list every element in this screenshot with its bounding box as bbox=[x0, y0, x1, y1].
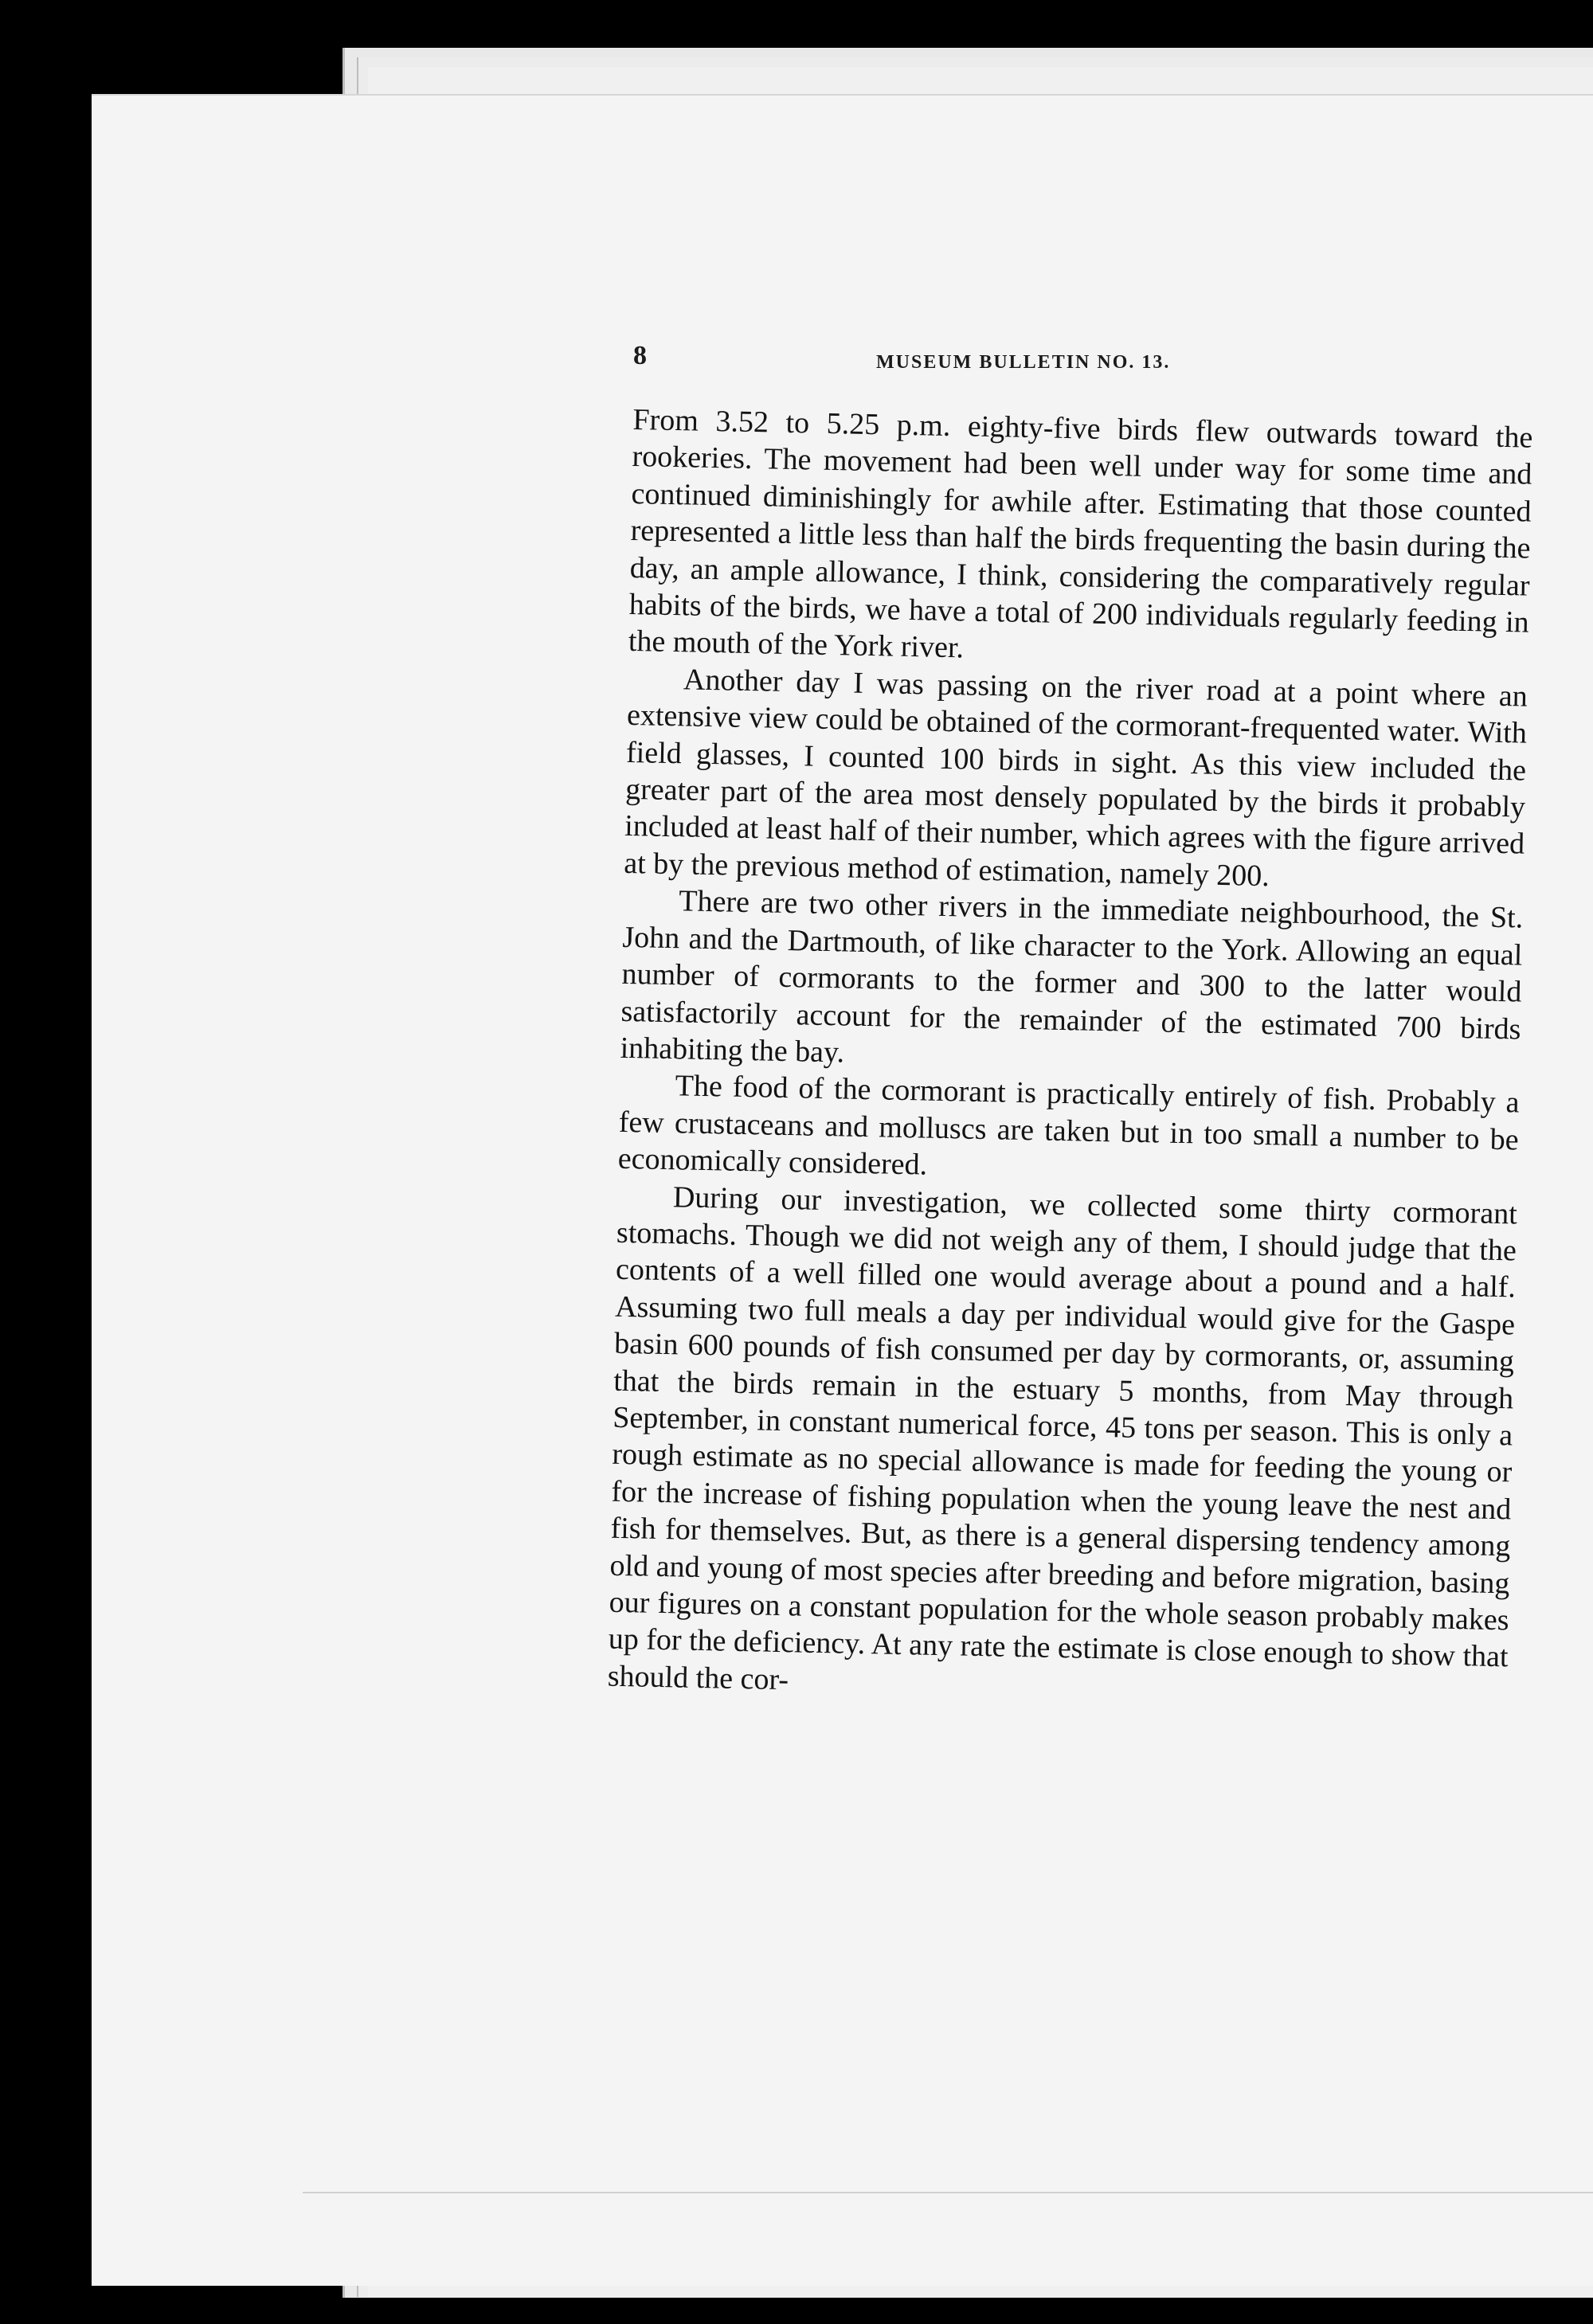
paragraph: There are two other rivers in the immediate neighbourhood, the St. John and the Dartmouth, of like character to the York. Allowing an equal number of cormorants to the former and 300 to the latter would satisfactorily account for the remainder of the estimated 700 birds inhabiting the bay. bbox=[620, 884, 1524, 1070]
paragraph: During our investigation, we collected some thirty cormorant stomachs. Though we did not weigh any of them, I should judge that the contents of a well filled one would average about a pound and a half. Assuming two full meals a day per individual would give for the Gaspe basin 600 pounds of fish consumed per day by cormorants, or, assuming that the birds remain in the estuary 5 months, from May through September, in constant numerical force, 45 tons per season. This is only a rough estimate as no special allowance is made for feeding the young or for the increase of fishing population when the young leave the nest and fish for themselves. But, as there is a general dispersing tendency among old and young of most species after breeding and before migration, basing our figures on a constant population for the whole season probably makes up for the deficiency. At any rate the estimate is close enough to show that should the cor- bbox=[607, 1180, 1518, 1697]
page-number: 8 bbox=[633, 341, 647, 370]
paragraph: Another day I was passing on the river road at a point where an extensive view could be obtained of the cormorant-frequented water. With field glasses, I counted 100 birds in sight. As this view included the greater part of the area most densely populated by the birds it probably included at least half of their number, which agrees with the figure arrived at by the previous method of estimation, namely 200. bbox=[623, 663, 1528, 894]
paragraph: From 3.52 to 5.25 p.m. eighty-five birds flew outwards toward the rookeries. The movement had been well under way for some time and continued diminishingly for awhile after. Estimating that those counted represented a little less than half the birds frequenting the basin during the day, an ample allowance, I think, considering the comparatively regular habits of the birds, we have a total of 200 individuals regularly feeding in the mouth of the York river. bbox=[628, 402, 1533, 665]
page-content bbox=[607, 335, 1593, 1697]
running-head: MUSEUM BULLETIN NO. 13. bbox=[876, 352, 1171, 373]
paragraph: The food of the cormorant is practically entirely of fish. Probably a few crustaceans and molluscs are taken but in too small a number to be economically considered. bbox=[617, 1069, 1520, 1182]
page-bottom-edge bbox=[303, 2192, 1593, 2193]
page-header bbox=[633, 335, 1593, 382]
body-text bbox=[607, 401, 1532, 1713]
document-page bbox=[92, 94, 1593, 2286]
